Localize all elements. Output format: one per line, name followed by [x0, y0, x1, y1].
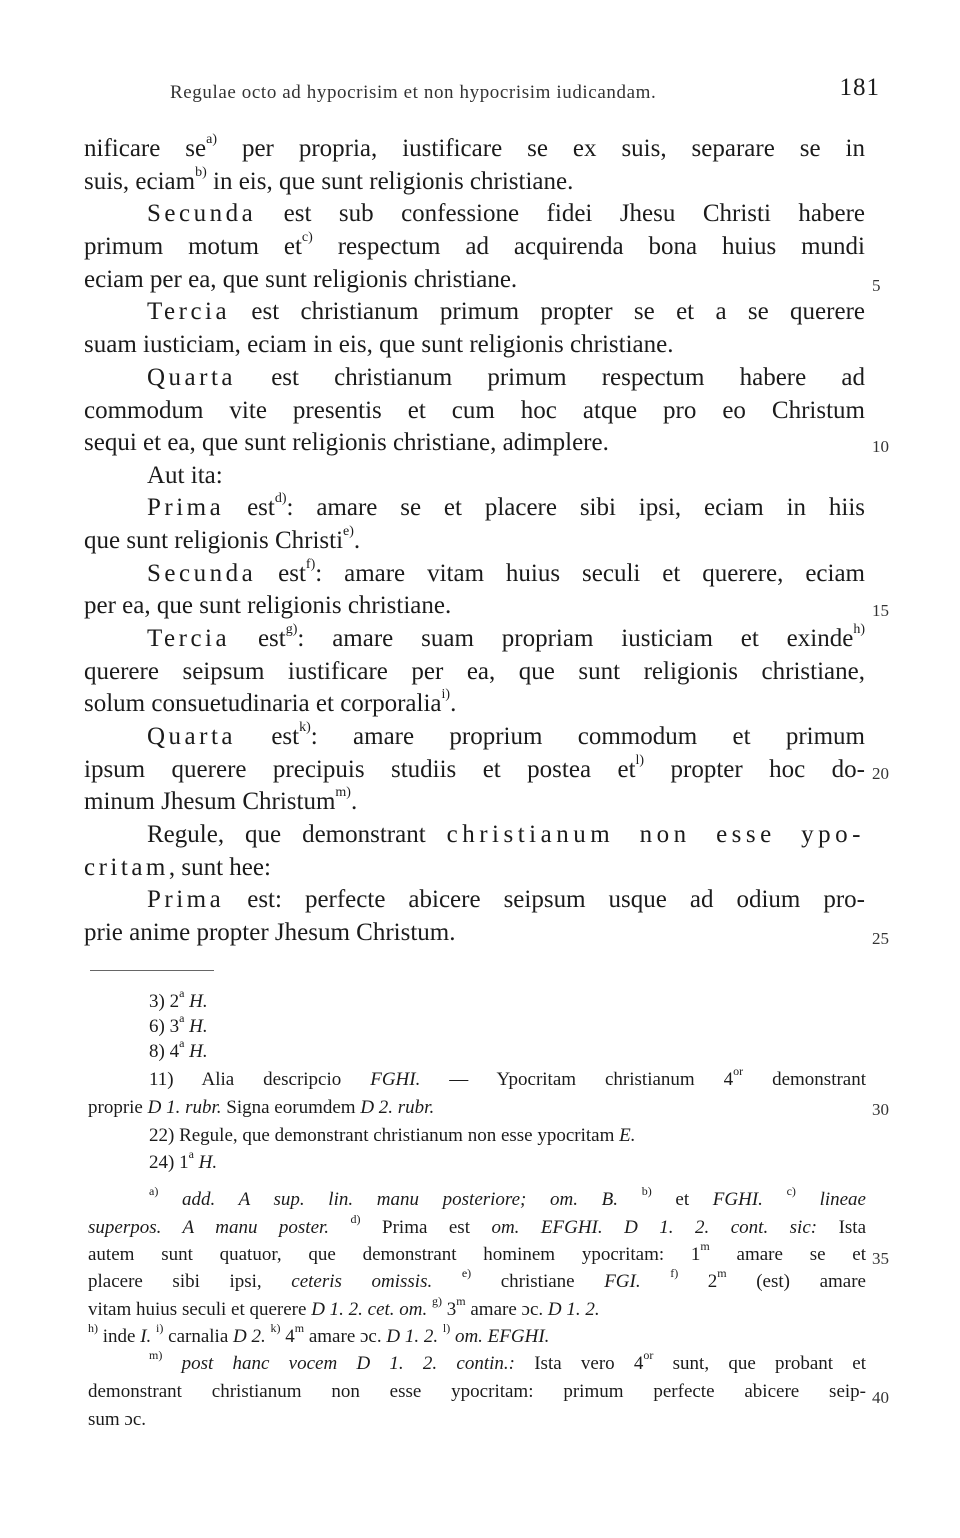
- text-line: Regule, que demonstrant christianum non esse ypo-: [147, 821, 865, 848]
- text-line: critam, sunt hee:: [84, 854, 271, 881]
- line-number: 35: [872, 1249, 889, 1268]
- text-line: Prima est: perfecte abicere seipsum usque ad odium pro-: [147, 886, 865, 913]
- apparatus-line: $^{h)}$ inde I. $^{i)}$ carnalia D 2. $^{k)}$ 4$^m$ amare ɔc. D 1. 2. $^{l)}$ om. EFGHI.: [88, 1320, 550, 1347]
- running-title: Regulae octo ad hypocrisim et non hypocrisim iudicandam.: [170, 82, 657, 103]
- text-line: Quarta est christianum primum respectum habere ad: [147, 364, 865, 391]
- spaced-term: Prima: [147, 494, 225, 521]
- text-line: sequi et ea, que sunt religionis christiane, adimplere.: [84, 429, 609, 456]
- text-line: Quarta est$^{k)}$: amare proprium commodum et primum: [147, 719, 865, 750]
- spaced-term: critam: [84, 854, 169, 881]
- apparatus-line: demonstrant christianum non esse ypocritam: primum perfecte abicere seip-: [88, 1381, 866, 1402]
- spaced-term: Quarta: [147, 723, 237, 750]
- line-number: 10: [872, 437, 889, 456]
- apparatus-line: vitam huius seculi et querere D 1. 2. cet. om. $^{g)}$ 3$^m$ amare ɔc. D 1. 2.: [88, 1293, 600, 1320]
- line-number: 5: [872, 276, 881, 295]
- apparatus-line: superpos. A manu poster. $^{d)}$ Prima est om. EFGHI. D 1. 2. cont. sic: Ista: [88, 1211, 866, 1238]
- text-line: eciam per ea, que sunt religionis christiane.: [84, 266, 518, 293]
- text-line: suam iusticiam, eciam in eis, que sunt religionis christiane.: [84, 331, 674, 358]
- spaced-term: Tercia: [147, 298, 231, 325]
- text-line: Prima est$^{d)}$: amare se et placere sibi ipsi, eciam in hiis: [147, 490, 865, 521]
- apparatus-line: $^{m)}$ post hanc vocem D 1. 2. contin.: Ista vero $4^{or}$ sunt, que probant et: [149, 1347, 867, 1374]
- text-line: primum motum $et^{c)}$ respectum ad acquirenda bona huius mundi: [84, 229, 866, 260]
- apparatus-line: $^{a)}$ add. A sup. lin. manu posteriore; om. B. $^{b)}$ et FGHI. $^{c)}$ lineae: [149, 1183, 866, 1210]
- line-note: 22) Regule, que demonstrant christianum non esse ypocritam E.: [149, 1125, 636, 1146]
- spaced-term: christianum non esse ypo-: [446, 821, 865, 848]
- line-note: 8) 4$^a$ H.: [149, 1035, 208, 1062]
- spaced-term: Secunda: [147, 560, 257, 587]
- text-line: Aut ita:: [147, 462, 223, 489]
- apparatus-line: placere sibi ipsi, ceteris omissis. $^{e)}$ christiane FGI. $^{f)}$ 2$^m$ (est) amare: [88, 1265, 866, 1292]
- text-line: Secunda est$^{f)}$: amare vitam huius seculi et querere, eciam: [147, 556, 865, 587]
- text-line: Tercia est christianum primum propter se et a se querere: [147, 298, 865, 325]
- spaced-term: Prima: [147, 886, 225, 913]
- page-header: [170, 74, 880, 110]
- line-number: 40: [872, 1388, 889, 1407]
- spaced-term: Quarta: [147, 364, 237, 391]
- text-line: ipsum querere precipuis studiis et postea $et^{l)}$ propter hoc do-: [84, 752, 865, 783]
- text-line: minum Jhesum Christum$^{m)}$.: [84, 784, 358, 815]
- spaced-term: Secunda: [147, 200, 257, 227]
- page-number: 181: [839, 74, 880, 101]
- text-line: prie anime propter Jhesum Christum.: [84, 919, 456, 946]
- line-note: 24) 1$^a$ H.: [149, 1146, 218, 1173]
- apparatus-line: autem sunt quatuor, que demonstrant hominem ypocritam: 1$^m$ amare se et: [88, 1238, 867, 1265]
- footnote-rule: [90, 970, 214, 971]
- text-line: querere seipsum iustificare per ea, que sunt religionis christiane,: [84, 658, 865, 685]
- text-line: que sunt religionis Christi$^{e)}$.: [84, 523, 361, 554]
- line-note: 11) Alia descripcio FGHI. — Ypocritam christianum $4^{or}$ demonstrant: [149, 1063, 867, 1090]
- line-number: 15: [872, 601, 889, 620]
- line-note: 6) 3$^a$ H.: [149, 1010, 208, 1037]
- line-number: 20: [872, 764, 889, 783]
- apparatus-line: sum ɔc.: [88, 1409, 147, 1430]
- line-number: 30: [872, 1100, 889, 1119]
- line-note: 3) 2$^a$ H.: [149, 985, 208, 1012]
- text-line: solum consuetudinaria et corporalia$^{i)}$.: [84, 686, 457, 717]
- text-line: Secunda est sub confessione fidei Jhesu Christi habere: [147, 200, 865, 227]
- line-number: 25: [872, 929, 889, 948]
- text-line: suis, eciam$^{b)}$ in eis, que sunt religionis christiane.: [84, 164, 574, 195]
- spaced-term: Tercia: [147, 625, 231, 652]
- line-note: proprie D 1. rubr. Signa eorumdem D 2. rubr.: [88, 1097, 435, 1118]
- text-line: Tercia est$^{g)}$: amare suam propriam iusticiam et exinde$^{h)}$: [147, 621, 865, 652]
- text-line: nificare $se^{a)}$ per propria, iustificare se ex suis, separare se in: [84, 131, 865, 162]
- text-line: commodum vite presentis et cum hoc atque pro eo Christum: [84, 397, 865, 424]
- text-line: per ea, que sunt religionis christiane.: [84, 592, 452, 619]
